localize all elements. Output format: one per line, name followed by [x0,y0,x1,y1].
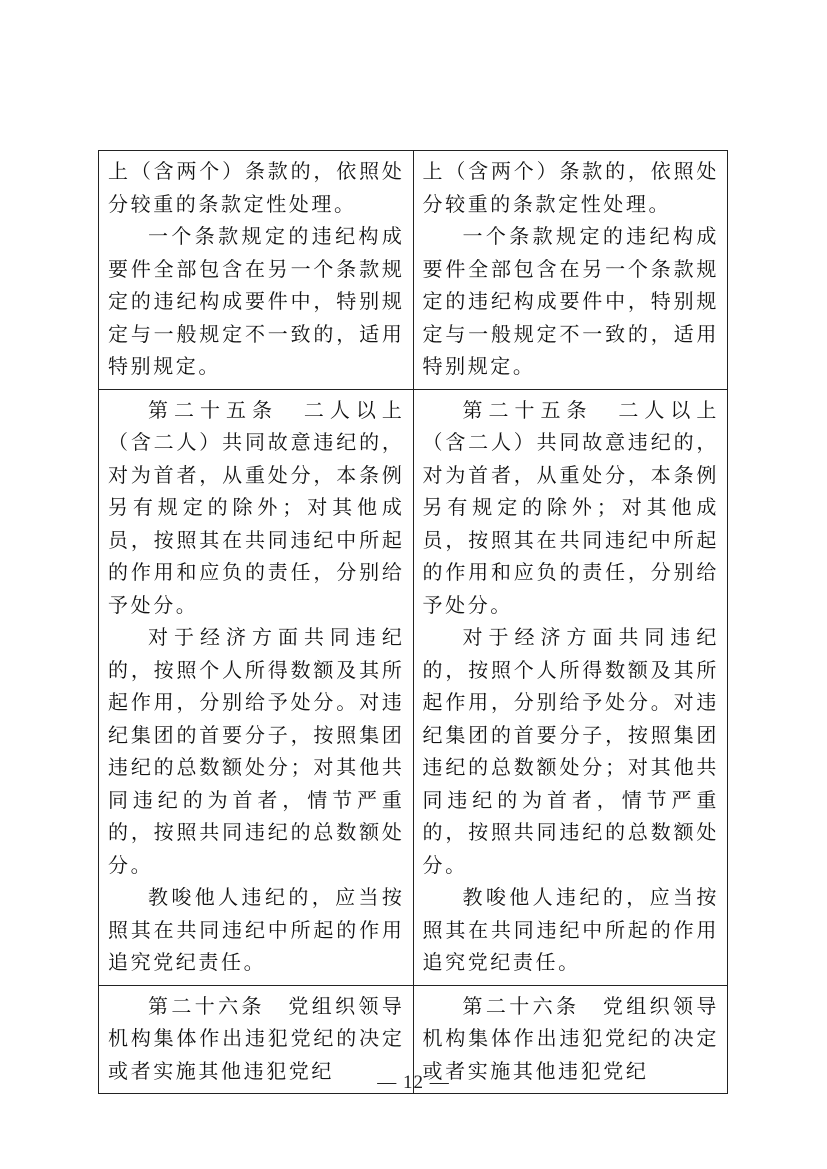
table-row [99,389,728,985]
page-number: — 12 — [377,1072,450,1093]
right-column-cell [413,389,728,985]
table-row [99,151,728,390]
left-column-cell [99,389,414,985]
article-26-paragraph: 第二十六条 党组织领导机构集体作出违犯党纪的决定或者实施其他违犯党纪 [108,993,405,1083]
paragraph: 对于经济方面共同违纪的，按照个人所得数额及其所起作用，分别给予处分。对违纪集团的首要分子，按照集团违纪的总数额处分；对其他共同违纪的为首者，情节严重的，按照共同违纪的总数额处分。 [108,625,405,877]
paragraph: 一个条款规定的违纪构成要件全部包含在另一个条款规定的违纪构成要件中，特别规定与一般规定不一致的，适用特别规定。 [422,224,719,378]
paragraph: 教唆他人违纪的，应当按照其在共同违纪中所起的作用追究党纪责任。 [422,885,719,974]
paragraph: 教唆他人违纪的，应当按照其在共同违纪中所起的作用追究党纪责任。 [108,885,405,974]
paragraph: 对于经济方面共同违纪的，按照个人所得数额及其所起作用，分别给予处分。对违纪集团的首要分子，按照集团违纪的总数额处分；对其他共同违纪的为首者，情节严重的，按照共同违纪的总数额处分。 [422,625,719,877]
left-column-cell [99,151,414,390]
article-26-paragraph: 第二十六条 党组织领导机构集体作出违犯党纪的决定或者实施其他违犯党纪 [422,993,719,1083]
paragraph: 一个条款规定的违纪构成要件全部包含在另一个条款规定的违纪构成要件中，特别规定与一般规定不一致的，适用特别规定。 [108,224,405,378]
right-column-cell [413,151,728,390]
paragraph: 上（含两个）条款的，依照处分较重的条款定性处理。 [422,159,719,216]
comparison-table [98,150,728,1094]
article-25-paragraph: 第二十五条 二人以上（含二人）共同故意违纪的，对为首者，从重处分，本条例另有规定的除外；对其他成员，按照其在共同违纪中所起的作用和应负的责任，分别给予处分。 [422,397,719,617]
paragraph: 上（含两个）条款的，依照处分较重的条款定性处理。 [108,159,405,216]
article-25-paragraph: 第二十五条 二人以上（含二人）共同故意违纪的，对为首者，从重处分，本条例另有规定的除外；对其他成员，按照其在共同违纪中所起的作用和应负的责任，分别给予处分。 [108,397,405,617]
